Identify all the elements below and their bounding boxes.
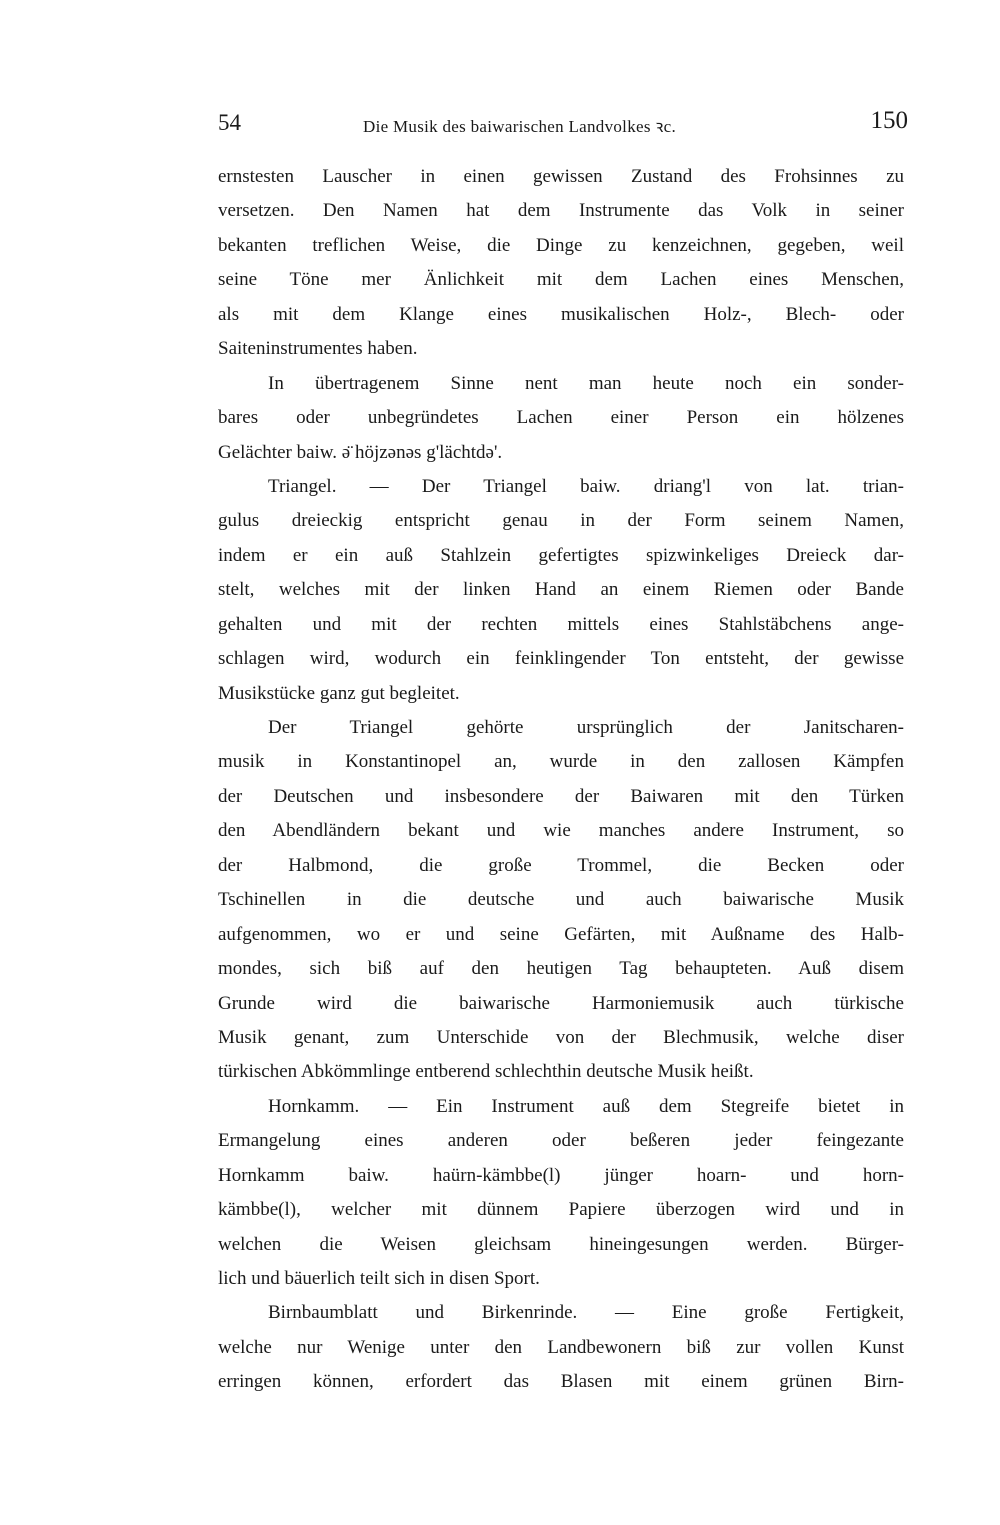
page-number-right: 150 [870,107,908,134]
text-line: türkischen Abkömmlinge entberend schlechthin deutsche Musik heißt. [218,1061,754,1083]
text-line: Der Triangel gehörte ursprünglich der Janitscharen- [268,717,904,738]
text-line: indem er ein auß Stahlzein gefertigtes spizwinkeliges Dreieck dar- [218,544,904,566]
text-line: schlagen wird, wodurch ein feinklingender Ton entsteht, der gewisse [218,648,904,670]
text-line: Grunde wird die baiwarische Harmoniemusik auch türkische [218,992,904,1014]
text-line: bekanten treflichen Weise, die Dinge zu kenzeichnen, gegeben, weil [218,234,904,256]
text-line: der Deutschen und insbesondere der Baiwaren mit den Türken [218,785,904,807]
text-line: lich und bäuerlich teilt sich in disen Sport. [218,1268,540,1289]
text-line: welche nur Wenige unter den Landbewonern biß zur vollen Kunst [218,1336,904,1358]
text-line: mondes, sich biß auf den heutigen Tag behaupteten. Auß disem [218,958,904,980]
text-line: aufgenommen, wo er und seine Gefärten, mit Außname des Halb- [218,923,904,945]
text-line: Birnbaumblatt und Birkenrinde. — Eine große Fertigkeit, [268,1302,904,1324]
text-line: kämbbe(l), welcher mit dünnem Papiere überzogen wird und in [218,1199,904,1221]
text-line: Hornkamm baiw. haürn-kämbbe(l) jünger hoarn- und horn- [218,1164,904,1186]
text-line: Musikstücke ganz gut begleitet. [218,682,460,704]
body-text [218,160,904,1400]
text-line: gehalten und mit der rechten mittels eines Stahlstäbchens ange- [218,613,904,635]
text-line: welchen die Weisen gleichsam hineingesungen werden. Bürger- [218,1233,904,1255]
text-line: bares oder unbegründetes Lachen einer Person ein hölzenes [218,407,904,429]
text-line: stelt, welches mit der linken Hand an einem Riemen oder Bande [218,579,904,601]
text-line: Tschinellen in die deutsche und auch baiwarische Musik [218,889,904,911]
text-line: Gelächter baiw. ə̈ höjzənəs g'lächtdə'. [218,441,503,463]
text-line: Hornkamm. — Ein Instrument auß dem Stegreife bietet in [268,1095,904,1117]
text-line: der Halbmond, die große Trommel, die Becken oder [218,854,904,876]
text-line: Ermangelung eines anderen oder beßeren jeder feingezante [218,1130,904,1152]
text-line: ernstesten Lauscher in einen gewissen Zustand des Frohsinnes zu [218,166,904,187]
text-line: versetzen. Den Namen hat dem Instrumente das Volk in seiner [218,200,904,222]
running-header [218,104,908,144]
text-line: Saiteninstrumentes haben. [218,338,418,360]
text-line: seine Töne mer Änlichkeit mit dem Lachen eines Menschen, [218,269,904,291]
text-line: In übertragenem Sinne nent man heute noch ein sonder- [268,372,904,394]
text-line: Triangel. — Der Triangel baiw. driang'l von lat. trian- [268,475,904,497]
text-line: erringen können, erfordert das Blasen mit einem grünen Birn- [218,1371,904,1393]
running-title: Die Musik des baiwarischen Landvolkes ꝛc. [363,117,677,136]
text-line: gulus dreieckig entspricht genau in der Form seinem Namen, [218,510,904,532]
text-line: als mit dem Klange eines musikalischen Holz-, Blech- oder [218,303,904,325]
text-line: den Abendländern bekant und wie manches andere Instrument, so [218,820,904,842]
text-line: Musik genant, zum Unterschide von der Blechmusik, welche diser [218,1026,904,1048]
page-number-left: 54 [218,110,241,135]
text-line: musik in Konstantinopel an, wurde in den zallosen Kämpfen [218,751,904,773]
